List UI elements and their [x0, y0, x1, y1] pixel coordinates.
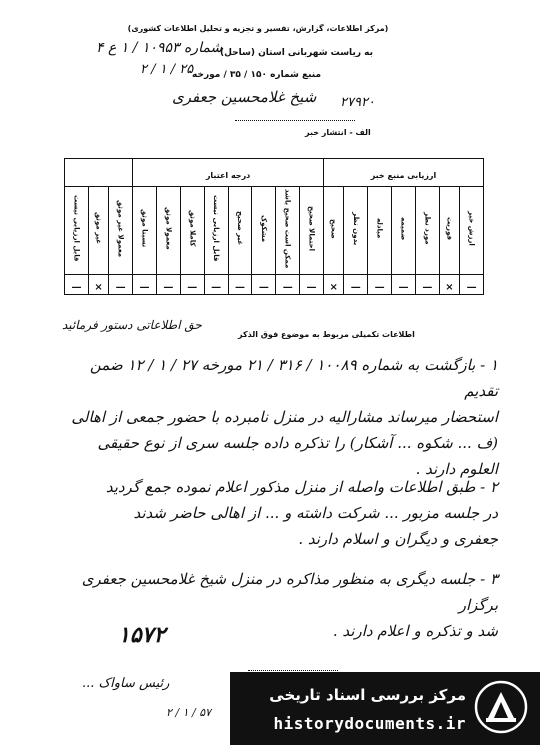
cell-value: —: [115, 282, 126, 293]
cell-value: —: [187, 282, 198, 293]
column-label: ارزش خبر: [467, 211, 476, 246]
footer-number: ۱۵۷۲: [118, 622, 166, 648]
column-label: صحیح: [329, 218, 338, 239]
column-label: احتمالا صحیح: [307, 206, 316, 251]
watermark-url: historydocuments.ir: [273, 714, 466, 733]
cell-value: —: [398, 282, 409, 293]
cell-value: —: [282, 282, 293, 293]
table-cell: [392, 275, 416, 295]
cell-value: —: [211, 282, 222, 293]
table-cell: [133, 275, 157, 295]
cell-value: —: [350, 282, 361, 293]
column-label: معمولا غیر موثق: [116, 199, 125, 258]
table-column-header: [460, 187, 484, 275]
column-label: غیر صحیح: [235, 211, 244, 246]
table-column-header: [133, 187, 157, 275]
table-cell: [204, 275, 228, 295]
table-cell: [368, 275, 392, 295]
table-column-header: [156, 187, 180, 275]
dotted-field: [248, 662, 338, 671]
table-cell: [415, 275, 439, 295]
cell-value: ×: [445, 282, 454, 293]
table-column-header: [323, 187, 343, 275]
column-label: بدون نظر: [351, 211, 360, 246]
table-cell: [300, 275, 324, 295]
table-column-header: [65, 187, 89, 275]
table-column-header: [344, 187, 368, 275]
table-group-empty: [65, 159, 133, 187]
table-column-header: [228, 187, 252, 275]
paragraph-3-line: شد و تذکره و اعلام دارند .: [332, 622, 498, 640]
paragraph-2-line: در جلسه مزبور ... شرکت داشته و ... از اهالی حاضر شدند: [133, 504, 498, 522]
cell-value: —: [139, 282, 150, 293]
table-cell: [252, 275, 276, 295]
table-column-header: [88, 187, 108, 275]
cell-value: ×: [329, 282, 338, 293]
paragraph-2-line: ۲ - طبق اطلاعات واصله از منزل مذکور اعلام نموده جمع گردید: [105, 478, 498, 496]
table-column-header: [368, 187, 392, 275]
subject-name: شیخ غلامحسین جعفری: [172, 88, 317, 106]
table-cell: [180, 275, 204, 295]
cell-value: —: [163, 282, 174, 293]
table-cell: [276, 275, 300, 295]
paragraph-2-line: جعفری و دیگران و اسلام دارند .: [298, 530, 498, 548]
cell-value: —: [71, 282, 82, 293]
paragraph-1-line: ۱ - بازگشت به شماره ۱۰۰۸۹ / ۳۱۶ / ۲۱ مورخه ۲۷ / ۱ / ۱۲ ضمن تقدیم: [89, 356, 498, 400]
cell-value: —: [374, 282, 385, 293]
cell-value: —: [258, 282, 269, 293]
signature: رئیس ساواک ...: [82, 676, 170, 691]
table-cell: [460, 275, 484, 295]
column-label: مبادله: [375, 218, 384, 239]
column-label: مشکوک: [259, 214, 268, 243]
table-cell: [88, 275, 108, 295]
cell-value: —: [422, 282, 433, 293]
reference-number: ۲۷۹۲۰: [340, 95, 375, 110]
cell-value: —: [306, 282, 317, 293]
document-header-title: (مرکز اطلاعات، گزارش، تفسیر و تجزیه و تحلیل اطلاعات کشوری): [127, 24, 389, 33]
cell-value: ×: [94, 282, 103, 293]
table-cell: [344, 275, 368, 295]
table-column-header: [276, 187, 300, 275]
table-group-right: ارزیابی منبع خبر: [323, 159, 483, 187]
cell-value: —: [466, 282, 477, 293]
paragraph-1-line: استحضار میرساند مشارالیه در منزل نامبرده با حضور جمعی از اهالی: [71, 408, 498, 426]
table-column-header: [180, 187, 204, 275]
assessment-table: [64, 158, 484, 295]
watermark-banner: [230, 672, 540, 745]
signature-date: ۲ / ۱ / ۵۷: [166, 706, 212, 719]
cell-value: —: [234, 282, 245, 293]
table-cell: [65, 275, 89, 295]
paragraph-2: [58, 474, 498, 552]
note-handwritten: حق اطلاعاتی دستور فرمائید: [62, 318, 202, 332]
table-column-header: [300, 187, 324, 275]
table-cell: [156, 275, 180, 295]
document-number: شماره ۱۰۹۵۳ / ۱ ع ۴: [96, 40, 223, 56]
column-label: غیر موثق: [94, 212, 103, 245]
column-label: نسبتا موثق: [140, 209, 149, 248]
paragraph-1: [58, 352, 498, 482]
table-cell: [109, 275, 133, 295]
table-column-header: [252, 187, 276, 275]
recipient-line: به ریاست شهربانی استان (ساحل): [220, 48, 373, 58]
dotted-field: [235, 112, 355, 121]
column-label: قابل ارزیابی نیست: [72, 195, 81, 262]
table-column-header: [415, 187, 439, 275]
table-cell: [228, 275, 252, 295]
table-column-header: [392, 187, 416, 275]
note-printed: اطلاعات تکمیلی مربوط به موضوع فوق الذکر: [238, 330, 415, 339]
column-label: معمولا موثق: [164, 207, 173, 250]
paragraph-1-line: العلوم دارند .: [415, 460, 498, 478]
column-label: کاملا موثق: [188, 210, 197, 247]
table-group-left: درجه اعتبار: [133, 159, 324, 187]
column-label: ممکن است صحیح باشد: [283, 188, 292, 269]
watermark-title: مرکز بررسی اسناد تاریخی: [269, 686, 466, 704]
table-cell: [439, 275, 459, 295]
section-label: الف - انتشار خبر: [305, 128, 371, 137]
document-date: ۲ / ۱ / ۲۵: [140, 62, 194, 77]
column-label: مورد نظر: [423, 212, 432, 245]
table-cell: [323, 275, 343, 295]
column-label: قابل ارزیابی نیست: [212, 195, 221, 262]
paragraph-3-line: ۳ - جلسه دیگری به منظور مذاکره در منزل شیخ غلامحسین جعفری برگزار: [81, 570, 498, 614]
table-column-header: [439, 187, 459, 275]
column-label: فوریت: [445, 216, 454, 241]
archive-logo: [474, 680, 528, 734]
source-line: منبع شماره ۱۵۰ / ۳۵ / مورخه: [192, 70, 322, 80]
table-column-header: [109, 187, 133, 275]
table-column-header: [204, 187, 228, 275]
column-label: ضمیمه: [399, 216, 408, 241]
paragraph-1-line: (ف ... شکوه ... آشکار) را تذکره داده جلسه سری از نوع حقیقی: [97, 434, 498, 452]
